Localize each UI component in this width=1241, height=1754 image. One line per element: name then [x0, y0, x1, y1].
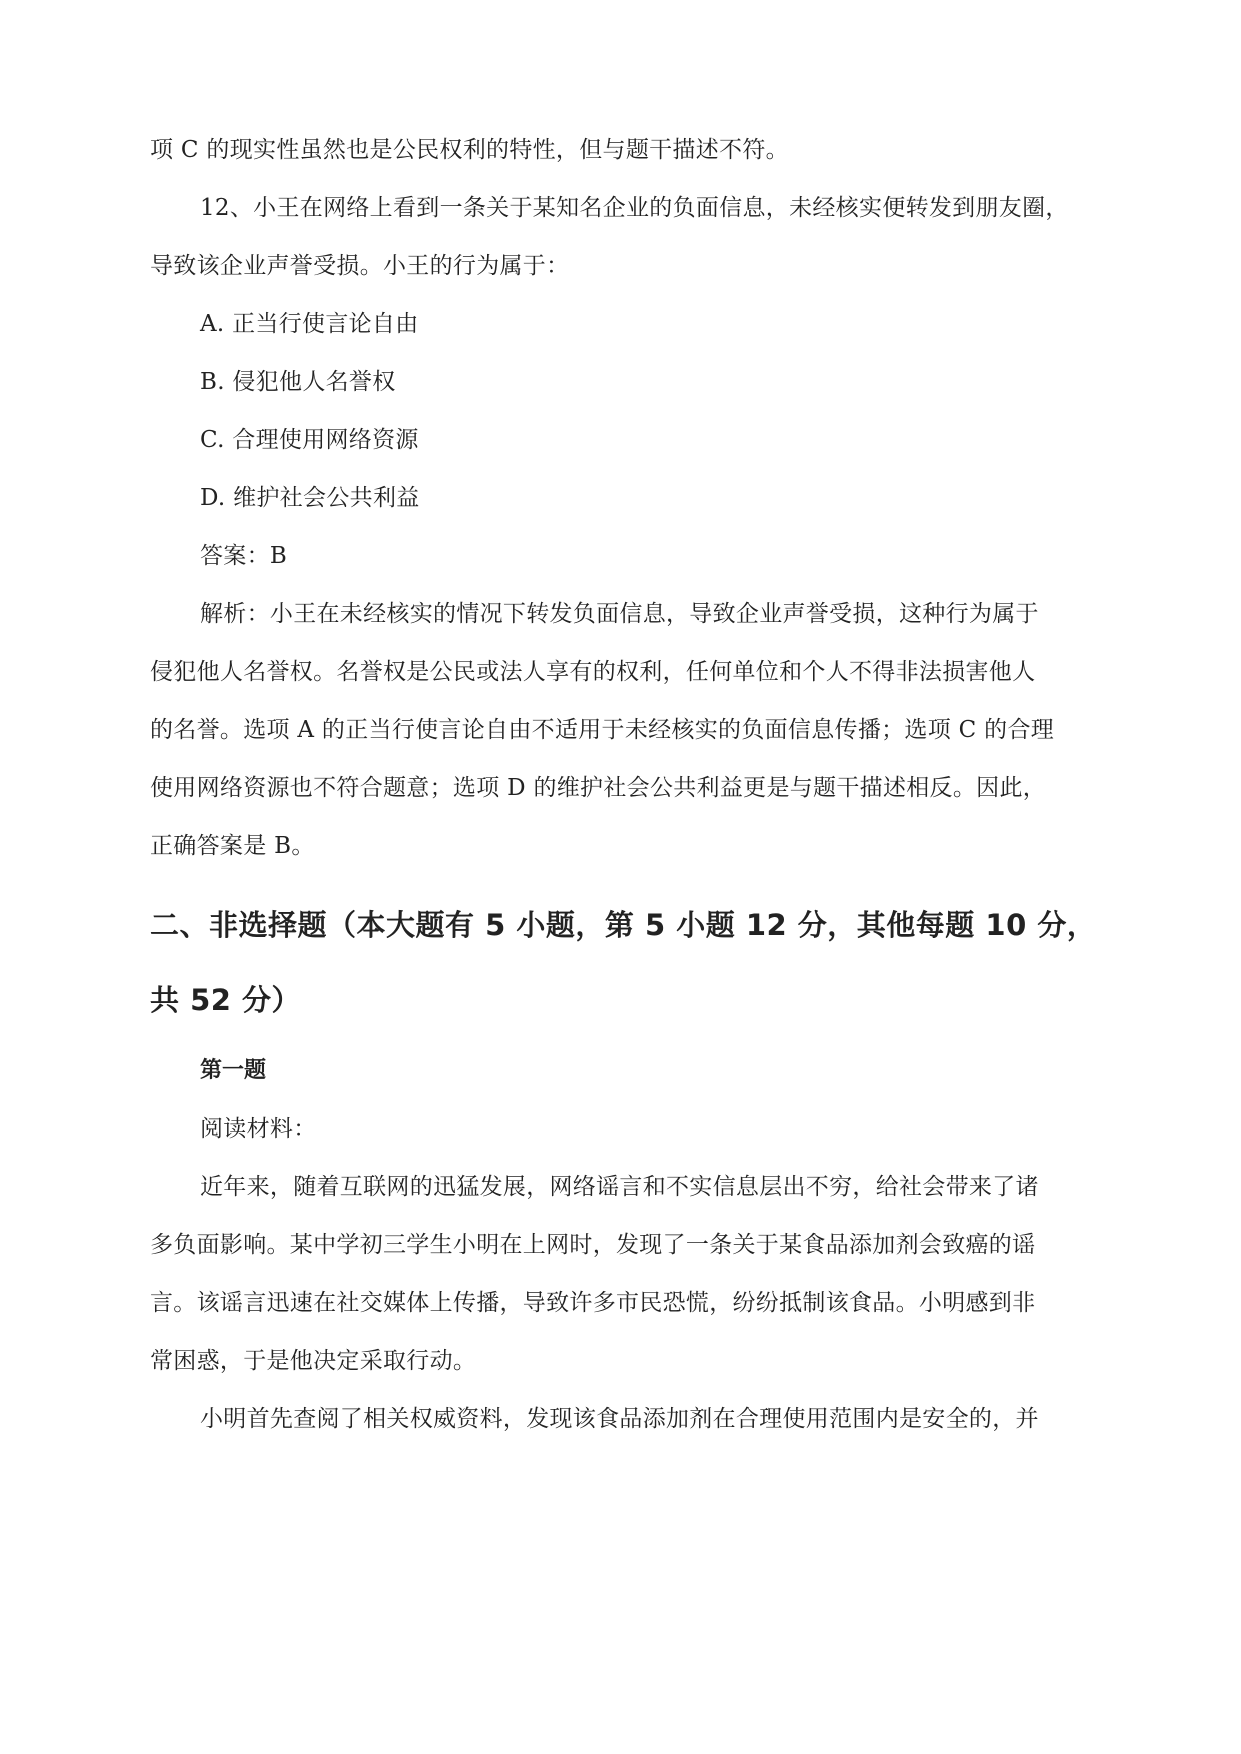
material-line: 言。该谣言迅速在社交媒体上传播，导致许多市民恐慌，纷纷抵制该食品。小明感到非 — [150, 1290, 1036, 1316]
question-1-title: 第一题 — [200, 1058, 267, 1083]
question-12-stem-line-2: 导致该企业声誉受损。小王的行为属于： — [150, 253, 570, 279]
analysis-line: 使用网络资源也不符合题意；选项 D 的维护社会公共利益更是与题干描述相反。因此， — [150, 775, 1047, 801]
option-b: B. 侵犯他人名誉权 — [200, 369, 396, 395]
intro-line: 项 C 的现实性虽然也是公民权利的特性，但与题干描述不符。 — [150, 137, 789, 163]
reading-label: 阅读材料： — [200, 1116, 317, 1142]
section-heading-continued: 共 52 分） — [150, 983, 302, 1017]
analysis-line: 的名誉。选项 A 的正当行使言论自由不适用于未经核实的负面信息传播；选项 C 的合理 — [150, 717, 1055, 743]
analysis-line: 解析：小王在未经核实的情况下转发负面信息，导致企业声誉受损，这种行为属于 — [200, 601, 1039, 627]
option-a: A. 正当行使言论自由 — [200, 311, 419, 337]
section-heading: 二、非选择题（本大题有 5 小题，第 5 小题 12 分，其他每题 10 分， — [150, 908, 1097, 942]
analysis-line: 侵犯他人名誉权。名誉权是公民或法人享有的权利，任何单位和个人不得非法损害他人 — [150, 659, 1036, 685]
material-line: 多负面影响。某中学初三学生小明在上网时，发现了一条关于某食品添加剂会致癌的谣 — [150, 1232, 1036, 1258]
material-line: 常困惑，于是他决定采取行动。 — [150, 1348, 477, 1374]
option-d: D. 维护社会公共利益 — [200, 485, 420, 511]
option-c: C. 合理使用网络资源 — [200, 427, 419, 453]
answer-line: 答案：B — [200, 543, 288, 569]
analysis-line: 正确答案是 B。 — [150, 833, 315, 859]
material-line: 近年来，随着互联网的迅猛发展，网络谣言和不实信息层出不穷，给社会带来了诸 — [200, 1174, 1039, 1200]
material-line: 小明首先查阅了相关权威资料，发现该食品添加剂在合理使用范围内是安全的，并 — [200, 1406, 1039, 1432]
question-12-stem-line-1: 12、小王在网络上看到一条关于某知名企业的负面信息，未经核实便转发到朋友圈， — [200, 195, 1069, 221]
